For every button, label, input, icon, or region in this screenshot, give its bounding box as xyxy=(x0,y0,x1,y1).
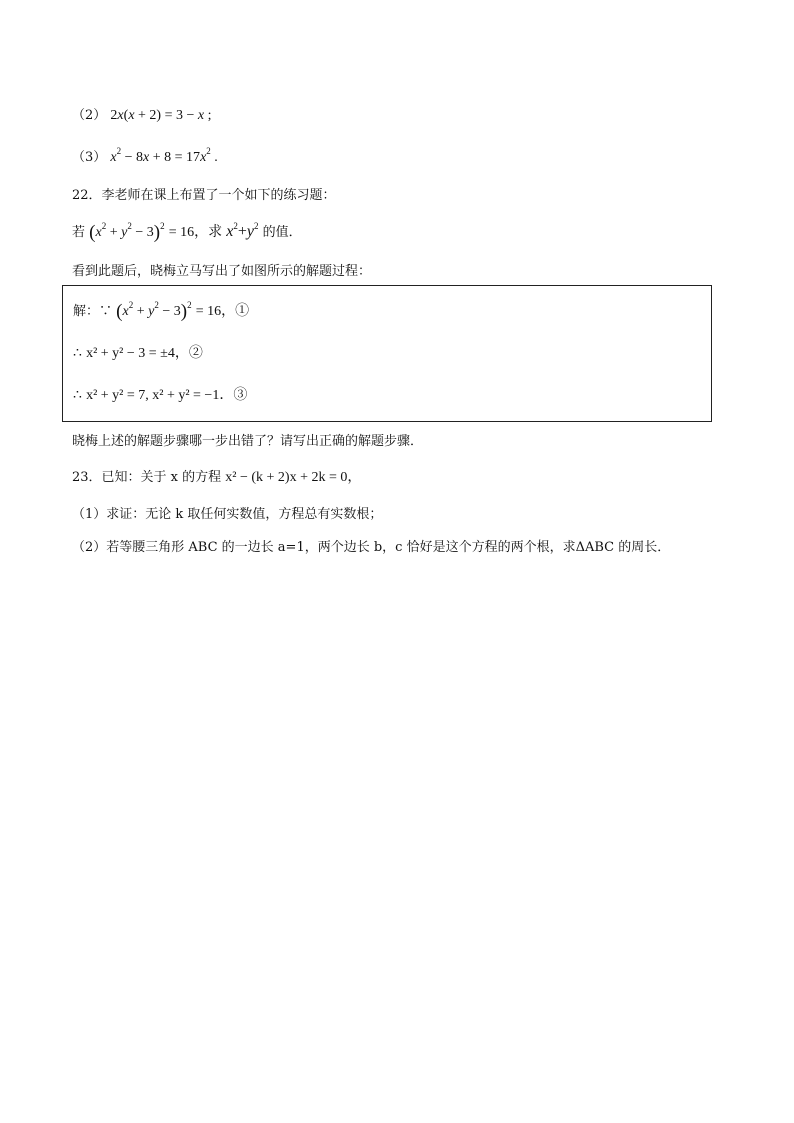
therefore-symbol: ∴ xyxy=(73,388,82,403)
question-22-saw: 看到此题后，晓梅立马写出了如图所示的解题过程： xyxy=(72,264,372,279)
solution-box xyxy=(62,285,712,422)
equation-tail: = 16，① xyxy=(195,304,250,319)
equation: x² + y² − 3 = ±4，② xyxy=(86,346,203,361)
question-22-question: 晓梅上述的解题步骤哪一步出错了？请写出正确的解题步骤． xyxy=(72,434,424,449)
equation: $x^2 - 8x + 8 = 17x^2$ . xyxy=(110,146,218,165)
part-label: （2） xyxy=(72,108,107,123)
equation: x² − (k + 2)x + 2k = 0， xyxy=(225,470,362,485)
statement-prefix: 若 xyxy=(72,225,86,240)
solution-prefix: 解：∵ xyxy=(73,304,113,319)
question-22-statement xyxy=(72,222,302,243)
solution-step-3 xyxy=(73,386,247,406)
equation: $(x^2 + y^2 - 3)^2$ xyxy=(89,221,165,243)
question-23-intro xyxy=(72,468,361,488)
question-23-part-1: （1）求证：无论 k 取任何实数值，方程总有实数根； xyxy=(72,507,383,522)
part-label: （3） xyxy=(72,150,107,165)
equation: $(x^2 + y^2 - 3)^2$ xyxy=(116,300,192,322)
problem-21-part-3 xyxy=(72,148,218,168)
intro-text: 23．已知：关于 x 的方程 xyxy=(72,470,222,485)
therefore-symbol: ∴ xyxy=(73,346,82,361)
statement-suffix: 的值． xyxy=(262,225,302,240)
question-22-intro: 22．李老师在课上布置了一个如下的练习题： xyxy=(72,188,336,203)
equation: x² + y² = 7, x² + y² = −1．③ xyxy=(86,388,248,403)
problem-21-part-2 xyxy=(72,106,212,126)
solution-step-1 xyxy=(73,302,249,322)
equation: 2x(x + 2) = 3 − x ; xyxy=(110,108,212,123)
solution-step-2 xyxy=(73,344,203,364)
question-23-part-2: （2）若等腰三角形 ABC 的一边长 a=1，两个边长 b，c 恰好是这个方程的两个根，求ΔABC 的周长． xyxy=(72,540,671,555)
expression: $x^2+y^2$ xyxy=(226,221,259,240)
equation-tail: = 16，求 xyxy=(168,225,223,240)
